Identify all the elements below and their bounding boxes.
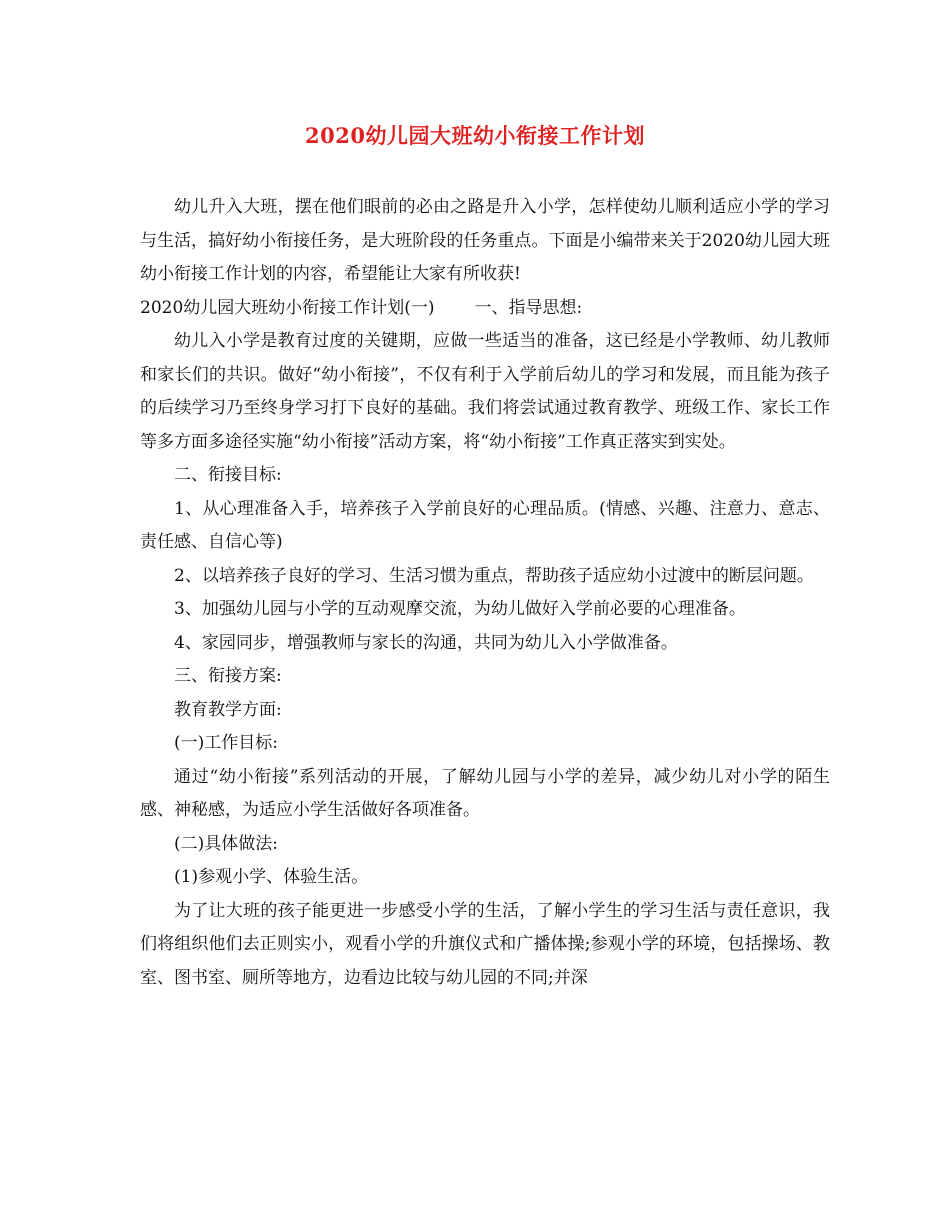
guiding-thought-paragraph: 幼儿入小学是教育过度的关键期，应做一些适当的准备，这已经是小学教师、幼儿教师和家长们的共识。做好“幼小衔接”，不仅有利于入学前后幼儿的学习和发展，而且能为孩子的后续学习乃至终身学习打下良好的基础。我们将尝试通过教育教学、班级工作、家长工作等多方面多途径实施“幼小衔接”活动方案，将“幼小衔接”工作真正落实到实处。 — [140, 331, 830, 452]
work-goal-subheading: (一)工作目标: — [174, 733, 278, 753]
intro-paragraph: 幼儿升入大班，摆在他们眼前的必由之路是升入小学，怎样使幼儿顺利适应小学的学习与生活，搞好幼小衔接任务，是大班阶段的任务重点。下面是小编带来关于2020幼儿园大班幼小衔接工作计划的内容，希望能让大家有所收获! — [140, 197, 830, 284]
goal-item-3: 3、加强幼儿园与小学的互动观摩交流，为幼儿做好入学前必要的心理准备。 — [174, 599, 746, 619]
teaching-subheading: 教育教学方面: — [174, 699, 282, 720]
section-heading-line — [140, 292, 830, 326]
methods-subheading: (二)具体做法: — [174, 833, 278, 854]
section-heading: 2020幼儿园大班幼小衔接工作计划(一) — [140, 297, 435, 318]
goals-heading: 二、衔接目标: — [174, 465, 282, 485]
goal-item-4: 4、家园同步，增强教师与家长的沟通，共同为幼儿入小学做准备。 — [174, 632, 678, 653]
goal-item-2: 2、以培养孩子良好的学习、生活习惯为重点，帮助孩子适应幼小过渡中的断层问题。 — [174, 565, 814, 586]
method-1-title: (1)参观小学、体验生活。 — [174, 867, 369, 887]
document-title: 2020幼儿园大班幼小衔接工作计划 — [305, 123, 645, 148]
work-goal-paragraph: 通过“幼小衔接”系列活动的开展，了解幼儿园与小学的差异，减少幼儿对小学的陌生感、神秘感，为适应小学生活做好各项准备。 — [140, 766, 830, 820]
guiding-thought-heading: 一、指导思想: — [474, 297, 583, 318]
method-1-paragraph: 为了让大班的孩子能更进一步感受小学的生活，了解小学生的学习生活与责任意识，我们将组织他们去正则实小，观看小学的升旗仪式和广播体操;参观小学的环境，包括操场、教室、图书室、厕所等地方，边看边比较与幼儿园的不同;并深 — [140, 900, 830, 988]
plan-heading: 三、衔接方案: — [174, 666, 282, 686]
document-body — [140, 191, 830, 995]
goal-item-1: 1、从心理准备入手，培养孩子入学前良好的心理品质。(情感、兴趣、注意力、意志、责任感、自信心等) — [140, 498, 830, 552]
